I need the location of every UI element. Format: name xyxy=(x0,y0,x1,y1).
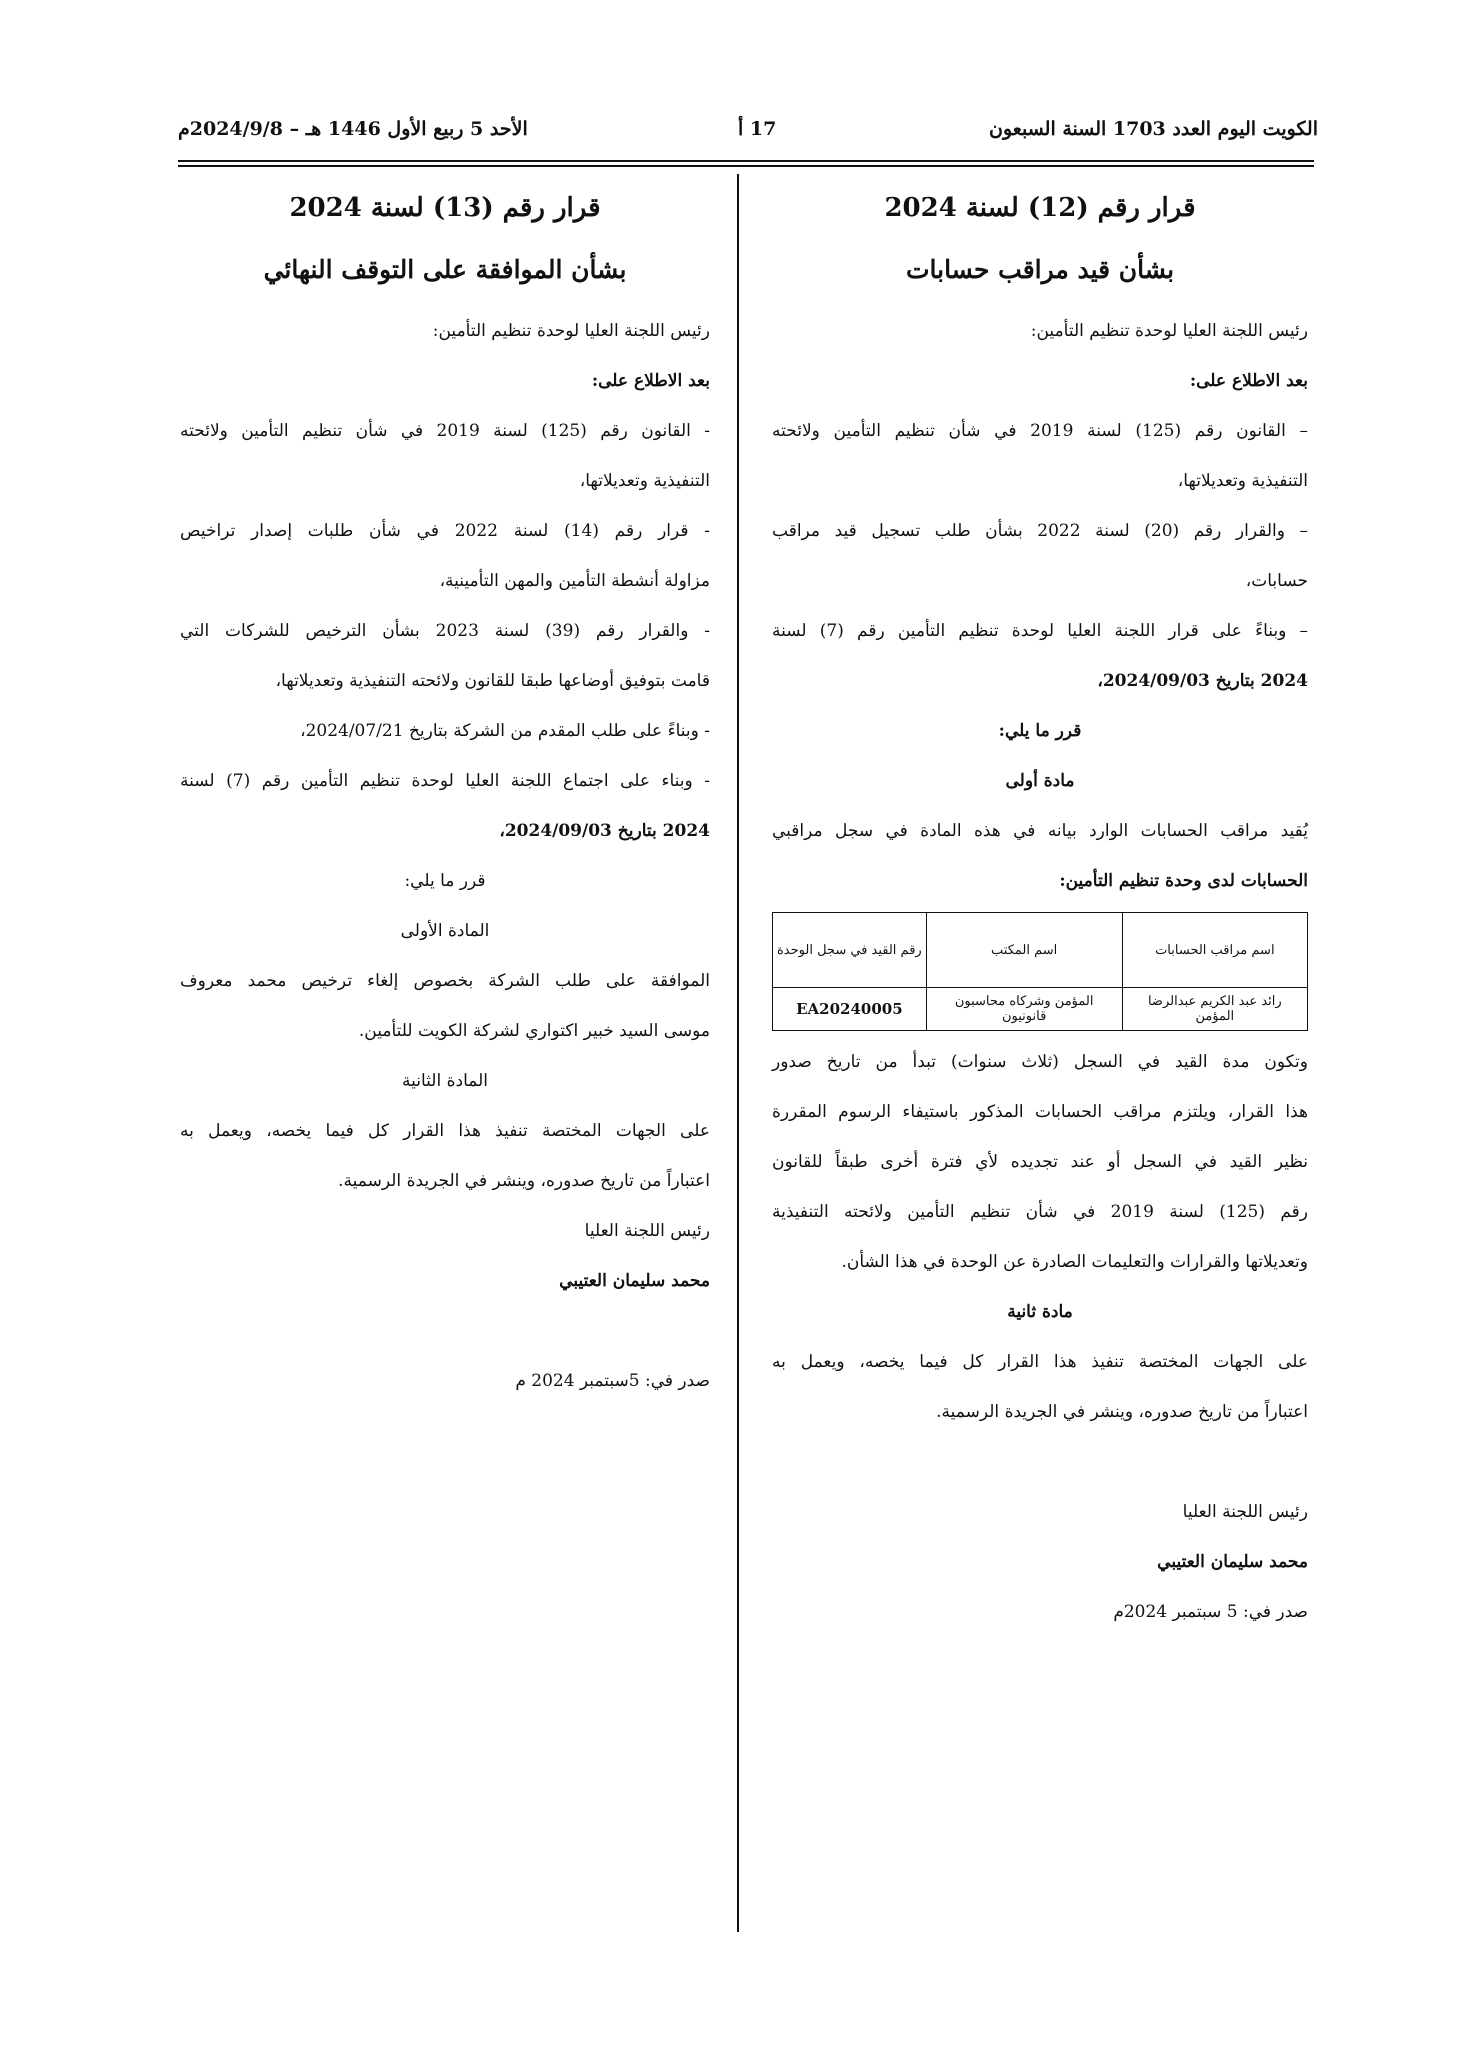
decision-13-item: التنفيذية وتعديلاتها، xyxy=(579,471,710,491)
decision-12-article-1-cont: وتكون مدة القيد في السجل (ثلاث سنوات) تبدأ من تاريخ صدور xyxy=(772,1052,1308,1072)
decision-12-after-review: بعد الاطلاع على: xyxy=(1189,371,1308,391)
decision-13-signer-title: رئيس اللجنة العليا xyxy=(584,1221,710,1241)
table-header-row xyxy=(773,913,1308,988)
decision-13-item: - قرار رقم (14) لسنة 2022 في شأن طلبات إصدار تراخيص xyxy=(180,521,710,541)
decision-12-article-2-title: مادة ثانية xyxy=(1007,1302,1073,1322)
decision-12-article-2-text: اعتباراً من تاريخ صدوره، وينشر في الجريدة الرسمية. xyxy=(936,1402,1308,1422)
column-header-register-number: رقم القيد في سجل الوحدة xyxy=(773,913,927,988)
decision-12-article-2-text: على الجهات المختصة تنفيذ هذا القرار كل فيما يخصه، ويعمل به xyxy=(772,1352,1308,1372)
decision-12-article-1-text: الحسابات لدى وحدة تنظيم التأمين: xyxy=(1059,871,1308,891)
decision-13-item: - وبناءً على طلب المقدم من الشركة بتاريخ 2024/07/21، xyxy=(300,721,710,741)
decision-13-title: قرار رقم (13) لسنة 2024 xyxy=(289,193,601,223)
decision-13-item: 2024 بتاريخ 2024/09/03، xyxy=(499,821,710,841)
decision-12-article-1-cont: وتعديلاتها والقرارات والتعليمات الصادرة عن الوحدة في هذا الشأن. xyxy=(841,1252,1308,1272)
decision-13-item: - وبناء على اجتماع اللجنة العليا لوحدة تنظيم التأمين رقم (7) لسنة xyxy=(180,771,710,791)
decision-13-article-2-text: اعتباراً من تاريخ صدوره، وينشر في الجريدة الرسمية. xyxy=(338,1171,710,1191)
decision-12-article-1-cont: نظير القيد في السجل أو عند تجديده لأي فترة أخرى طبقاً للقانون xyxy=(772,1152,1308,1172)
header-rule-top xyxy=(178,160,1314,162)
decision-13-column xyxy=(180,178,710,1406)
register-number-cell: EA20240005 xyxy=(773,988,927,1031)
decision-12-article-1-text: يُقيد مراقب الحسابات الوارد بيانه في هذه المادة في سجل مراقبي xyxy=(772,821,1308,841)
decision-12-article-1-cont: هذا القرار، ويلتزم مراقب الحسابات المذكور باستيفاء الرسوم المقررة xyxy=(772,1102,1308,1122)
decision-13-article-1-text: الموافقة على طلب الشركة بخصوص إلغاء ترخيص محمد معروف xyxy=(180,971,710,991)
decision-12-item: – والقرار رقم (20) لسنة 2022 بشأن طلب تسجيل قيد مراقب xyxy=(772,521,1309,541)
decision-12-item: حسابات، xyxy=(1245,571,1308,591)
decision-13-item: - والقرار رقم (39) لسنة 2023 بشأن الترخيص للشركات التي xyxy=(180,621,711,641)
table-row xyxy=(773,988,1308,1031)
office-name-cell: المؤمن وشركاه محاسبون قانونيون xyxy=(926,988,1122,1031)
auditor-register-table xyxy=(772,912,1308,1031)
decision-12-article-1-cont: رقم (125) لسنة 2019 في شأن تنظيم التأمين ولائحته التنفيذية xyxy=(772,1202,1309,1222)
gazette-issue-label: الكويت اليوم العدد 1703 السنة السبعون xyxy=(989,118,1318,140)
decision-12-item: 2024 بتاريخ 2024/09/03، xyxy=(1097,671,1308,691)
column-header-auditor-name: اسم مراقب الحسابات xyxy=(1122,913,1307,988)
header-rule-bottom xyxy=(178,165,1314,167)
decision-13-resolved: قرر ما يلي: xyxy=(404,871,486,891)
spacer xyxy=(180,1306,710,1356)
decision-12-item: التنفيذية وتعديلاتها، xyxy=(1177,471,1308,491)
decision-13-item: مزاولة أنشطة التأمين والمهن التأمينية، xyxy=(439,571,710,591)
decision-12-resolved: قرر ما يلي: xyxy=(998,721,1082,741)
decision-12-issuer: رئيس اللجنة العليا لوحدة تنظيم التأمين: xyxy=(1030,321,1308,341)
decision-13-article-1-text: موسى السيد خبير اكتواري لشركة الكويت للتأمين. xyxy=(358,1021,710,1041)
auditor-name-cell: رائد عبد الكريم عبدالرضا المؤمن xyxy=(1122,988,1307,1031)
decision-12-item: – وبناءً على قرار اللجنة العليا لوحدة تنظيم التأمين رقم (7) لسنة xyxy=(772,621,1308,641)
decision-12-column xyxy=(772,178,1308,1637)
decision-13-subtitle: بشأن الموافقة على التوقف النهائي xyxy=(263,255,627,284)
decision-13-article-2-text: على الجهات المختصة تنفيذ هذا القرار كل فيما يخصه، ويعمل به xyxy=(180,1121,710,1141)
column-divider xyxy=(737,174,739,1932)
decision-12-subtitle: بشأن قيد مراقب حسابات xyxy=(905,255,1175,284)
page-number: 17 أ xyxy=(738,118,777,140)
decision-13-item: قامت بتوفيق أوضاعها طبقا للقانون ولائحته التنفيذية وتعديلاتها، xyxy=(275,671,710,691)
column-header-office-name: اسم المكتب xyxy=(926,913,1122,988)
publication-date: الأحد 5 ربيع الأول 1446 هـ – 2024/9/8م xyxy=(178,118,528,140)
decision-13-issuer: رئيس اللجنة العليا لوحدة تنظيم التأمين: xyxy=(432,321,710,341)
decision-13-article-2-title: المادة الثانية xyxy=(402,1071,488,1091)
decision-12-article-1-title: مادة أولى xyxy=(1005,771,1075,791)
decision-13-signer-name: محمد سليمان العتيبي xyxy=(559,1271,710,1291)
decision-13-article-1-title: المادة الأولى xyxy=(400,921,490,941)
decision-12-signer-title: رئيس اللجنة العليا xyxy=(1182,1502,1308,1522)
spacer xyxy=(772,1437,1308,1487)
decision-12-issued-date: صدر في: 5 سبتمبر 2024م xyxy=(1113,1602,1308,1622)
decision-12-title: قرار رقم (12) لسنة 2024 xyxy=(884,193,1196,223)
decision-13-item: - القانون رقم (125) لسنة 2019 في شأن تنظيم التأمين ولائحته xyxy=(180,421,711,441)
decision-13-issued-date: صدر في: 5سبتمبر 2024 م xyxy=(515,1371,710,1391)
decision-12-signer-name: محمد سليمان العتيبي xyxy=(1157,1552,1308,1572)
decision-12-item: – القانون رقم (125) لسنة 2019 في شأن تنظيم التأمين ولائحته xyxy=(772,421,1308,441)
decision-13-after-review: بعد الاطلاع على: xyxy=(591,371,710,391)
